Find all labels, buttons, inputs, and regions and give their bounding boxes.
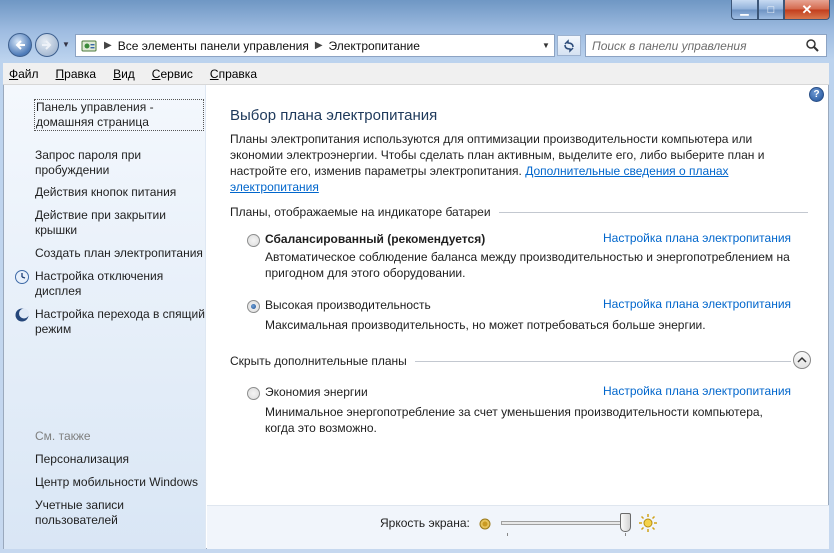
sidebar-link-lid-close[interactable]: Действие при закрытии крышки	[35, 208, 166, 237]
sidebar-link-mobility-center[interactable]: Центр мобильности Windows	[35, 475, 198, 489]
plan-desc-power-saver: Минимальное энергопотребление за счет уменьшения производительности компьютера, когда это возможно.	[265, 405, 763, 435]
close-button[interactable]: ✕	[784, 0, 830, 20]
search-box[interactable]	[585, 34, 827, 57]
address-dropdown[interactable]: ▼	[542, 41, 550, 50]
menu-edit[interactable]: Правка	[55, 66, 97, 81]
refresh-icon	[562, 39, 576, 53]
menu-tools[interactable]: Сервис	[151, 66, 193, 81]
plan-radio-high-performance[interactable]	[247, 300, 260, 313]
see-also-heading: См. также	[35, 429, 91, 443]
slider-tick	[625, 533, 626, 536]
menu-bar	[3, 63, 829, 85]
sidebar-link-personalization[interactable]: Персонализация	[35, 452, 130, 466]
brightness-bar	[207, 505, 829, 549]
content-area	[3, 85, 829, 549]
plan-settings-link-high-performance[interactable]: Настройка плана электропитания	[603, 297, 792, 311]
breadcrumb-power-options[interactable]: Электропитание	[328, 38, 420, 53]
brightness-slider-thumb[interactable]	[620, 513, 631, 532]
sidebar-link-power-buttons[interactable]: Действия кнопок питания	[35, 185, 177, 199]
plan-settings-link-power-saver[interactable]: Настройка плана электропитания	[603, 384, 792, 398]
sidebar-link-user-accounts[interactable]: Учетные записи пользователей	[35, 498, 124, 527]
minimize-button[interactable]: ▁	[731, 0, 758, 20]
bright-sun-icon	[638, 513, 658, 533]
sidebar-link-wake-password[interactable]: Запрос пароля при пробуждении	[35, 148, 142, 177]
menu-view[interactable]: Вид	[113, 66, 135, 81]
intro-body: Планы электропитания используются для оптимизации производительности компьютера или экономии электроэнергии. Чтобы сделать план активным, выделите его, либо выберите план и настройте его, изменив параметры электропитания.	[230, 132, 765, 178]
search-icon[interactable]	[805, 38, 820, 53]
menu-file[interactable]: Файл	[9, 66, 39, 81]
breadcrumb-separator: ▶	[314, 40, 323, 51]
main-panel	[207, 85, 829, 505]
maximize-button[interactable]: □	[758, 0, 784, 20]
more-info-link[interactable]: Дополнительные сведения о планах электропитания	[230, 164, 729, 194]
plan-name-high-performance[interactable]: Высокая производительность	[265, 298, 431, 312]
sidebar-link-home[interactable]: Панель управления - домашняя страница	[34, 99, 204, 131]
help-button[interactable]: ?	[809, 87, 824, 102]
search-input[interactable]	[592, 36, 802, 55]
chevron-up-icon	[797, 356, 807, 364]
arrow-right-icon	[41, 39, 53, 51]
plan-settings-link-balanced[interactable]: Настройка плана электропитания	[603, 231, 792, 245]
plan-radio-power-saver[interactable]	[247, 387, 260, 400]
back-button[interactable]	[8, 33, 32, 57]
brightness-slider-track[interactable]	[501, 521, 625, 525]
arrow-left-icon	[14, 39, 26, 51]
intro-text	[230, 131, 790, 195]
dim-brightness-icon	[478, 517, 492, 531]
control-panel-icon	[80, 38, 98, 54]
forward-button[interactable]	[35, 33, 59, 57]
sidebar-link-display-off[interactable]: Настройка отключения дисплея	[35, 269, 164, 298]
breadcrumb-all-items[interactable]: Все элементы панели управления	[117, 38, 309, 53]
navigation-bar	[0, 30, 834, 60]
plan-radio-balanced[interactable]	[247, 234, 260, 247]
recent-pages-dropdown[interactable]: ▼	[62, 40, 70, 49]
brightness-label: Яркость экрана:	[380, 516, 470, 530]
breadcrumb-separator: ▶	[104, 40, 112, 51]
window-controls	[731, 0, 830, 20]
display-off-icon	[14, 269, 30, 285]
battery-plans-heading: Планы, отображаемые на индикаторе батареи	[230, 205, 499, 219]
address-bar[interactable]	[75, 34, 555, 57]
collapse-plans-button[interactable]	[793, 351, 811, 369]
menu-help[interactable]: Справка	[209, 66, 257, 81]
sidebar	[4, 85, 206, 549]
sidebar-link-sleep[interactable]: Настройка перехода в спящий режим	[35, 307, 205, 336]
slider-tick	[507, 533, 508, 536]
hidden-plans-heading[interactable]: Скрыть дополнительные планы	[230, 354, 415, 368]
refresh-button[interactable]	[557, 35, 581, 56]
plan-desc-high-performance: Максимальная производительность, но может потребоваться больше энергии.	[265, 318, 706, 332]
plan-name-balanced[interactable]: Сбалансированный (рекомендуется)	[265, 232, 486, 246]
page-title: Выбор плана электропитания	[230, 107, 438, 124]
sidebar-link-create-plan[interactable]: Создать план электропитания	[35, 246, 203, 260]
title-bar	[0, 0, 834, 28]
sleep-moon-icon	[14, 307, 30, 323]
plan-name-power-saver[interactable]: Экономия энергии	[265, 385, 368, 399]
plan-desc-balanced: Автоматическое соблюдение баланса между производительностью и энергопотреблением на пригодном для этого оборудовании.	[265, 250, 790, 280]
